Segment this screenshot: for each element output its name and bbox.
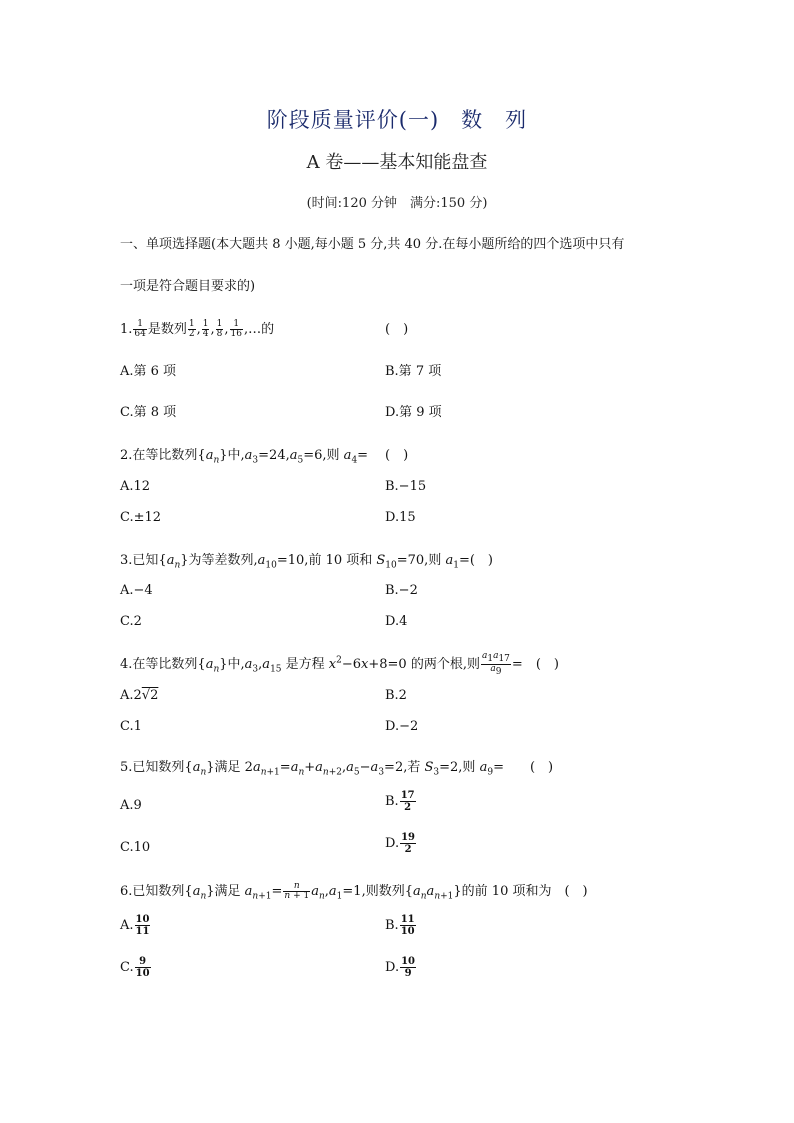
question-6-options-ab xyxy=(120,914,680,938)
question-5-options-cd xyxy=(120,832,680,858)
option-d[interactable]: D. $\frac{19}{2}$ xyxy=(385,832,416,855)
question-3-options-ab xyxy=(120,583,680,603)
question-1-options-ab xyxy=(120,360,680,380)
option-b[interactable]: B.−15 xyxy=(385,479,427,494)
option-c[interactable]: C.第 8 项 xyxy=(120,405,177,420)
question-4 xyxy=(120,651,680,677)
fraction: $\frac{1}{4}$ xyxy=(202,319,209,339)
option-a[interactable]: A.2√2 xyxy=(120,688,159,703)
option-a[interactable]: A.−4 xyxy=(120,583,153,598)
answer-paren: ( ) xyxy=(385,448,409,463)
fraction: $\frac{1}{8}$ xyxy=(216,319,223,339)
option-a[interactable]: A.12 xyxy=(120,479,151,494)
answer-paren: ( ) xyxy=(469,553,494,568)
option-c[interactable]: C.10 xyxy=(120,840,151,855)
option-b[interactable]: B.第 7 项 xyxy=(385,364,442,379)
question-2-stem: 2.在等比数列$\{a_n\}$中$,a_3=24,a_5=6$,则 $a_4=$ xyxy=(120,448,369,466)
question-4-options-cd xyxy=(120,719,680,739)
section-heading-line2: 一项是符合题目要求的) xyxy=(120,279,256,294)
option-c[interactable]: C.2 xyxy=(120,614,142,629)
question-6-options-cd xyxy=(120,956,680,980)
fraction: $\frac{1}{2}$ xyxy=(188,319,195,339)
page-title: 阶段质量评价(一) 数 列 xyxy=(266,108,528,132)
question-3 xyxy=(120,549,680,569)
option-c[interactable]: C.±12 xyxy=(120,510,162,525)
option-a[interactable]: A. $\frac{10}{11}$ xyxy=(120,914,150,937)
option-b[interactable]: B.−2 xyxy=(385,583,418,598)
answer-paren: ( ) xyxy=(529,760,554,775)
question-5 xyxy=(120,756,680,776)
question-1-options-cd xyxy=(120,401,680,421)
answer-paren: ( ) xyxy=(385,322,409,337)
question-5-options-ab xyxy=(120,790,680,816)
option-a[interactable]: A.第 6 项 xyxy=(120,364,177,379)
answer-paren: ( ) xyxy=(564,884,588,899)
exam-meta: (时间:120 分钟 满分:150 分) xyxy=(306,196,488,211)
page-subtitle: A 卷——基本知能盘查 xyxy=(306,152,488,173)
question-1 xyxy=(120,318,680,338)
question-5-stem: 5.已知数列$\{a_n\}$满足 $2a_{n+1}=a_n+a_{n+2},a_5-a_3=2$,若 $S_3=2$,则 $a_9=$ ( ) xyxy=(120,760,554,778)
question-6 xyxy=(120,880,680,900)
question-2-options-ab xyxy=(120,479,680,499)
fraction: $\frac{n}{n + 1}$ xyxy=(284,881,310,901)
question-4-options-ab xyxy=(120,688,680,708)
option-a[interactable]: A.9 xyxy=(120,798,142,813)
option-d[interactable]: D.−2 xyxy=(385,719,419,734)
fraction: $\frac{a_1a_{17}}{a_9}$ xyxy=(481,651,510,677)
question-3-stem: 3.已知$\{a_n\}$为等差数列$,a_{10}=10$,前 10 项和 $S_{10}=70$,则 $a_1=$( ) xyxy=(120,553,494,571)
option-b[interactable]: B. $\frac{17}{2}$ xyxy=(385,790,415,813)
option-d[interactable]: D.15 xyxy=(385,510,416,525)
section-heading-line1: 一、单项选择题(本大题共 8 小题,每小题 5 分,共 40 分.在每小题所给的四个选项中只有 xyxy=(120,237,625,252)
answer-paren: ( ) xyxy=(535,656,559,672)
option-d[interactable]: D.4 xyxy=(385,614,408,629)
question-1-stem: 1. $\frac{1}{64}$ 是数列 $\frac{1}{2}$ , $\frac{1}{4}$ , $\frac{1}{8}$ , $\frac{1}{16}$ ,…的 xyxy=(120,319,275,339)
question-2 xyxy=(120,444,680,464)
option-b[interactable]: B.2 xyxy=(385,688,407,703)
option-b[interactable]: B. $\frac{11}{10}$ xyxy=(385,914,415,937)
question-6-stem: 6.已知数列$\{a_n\}$满足 $a_{n+1}=$ $\frac{n}{n + 1}$ $a_n,a_1=1$,则数列$\{a_na_{n+1}\}$的前 10 项和为 ( ) xyxy=(120,881,588,902)
question-2-options-cd xyxy=(120,510,680,530)
option-c[interactable]: C. $\frac{9}{10}$ xyxy=(120,956,150,979)
fraction: $\frac{1}{16}$ xyxy=(230,319,242,339)
option-c[interactable]: C.1 xyxy=(120,719,142,734)
option-d[interactable]: D. $\frac{10}{9}$ xyxy=(385,956,416,979)
fraction: $\frac{1}{64}$ xyxy=(134,319,146,339)
question-4-stem: 4.在等比数列$\{a_n\}$中$,a_3,a_{15}$ 是方程 $x^2-6x+8=0$ 的两个根,则 $\frac{a_1a_{17}}{a_9}$ = ( ) xyxy=(120,651,559,677)
option-d[interactable]: D.第 9 项 xyxy=(385,405,442,420)
question-3-options-cd xyxy=(120,614,680,634)
